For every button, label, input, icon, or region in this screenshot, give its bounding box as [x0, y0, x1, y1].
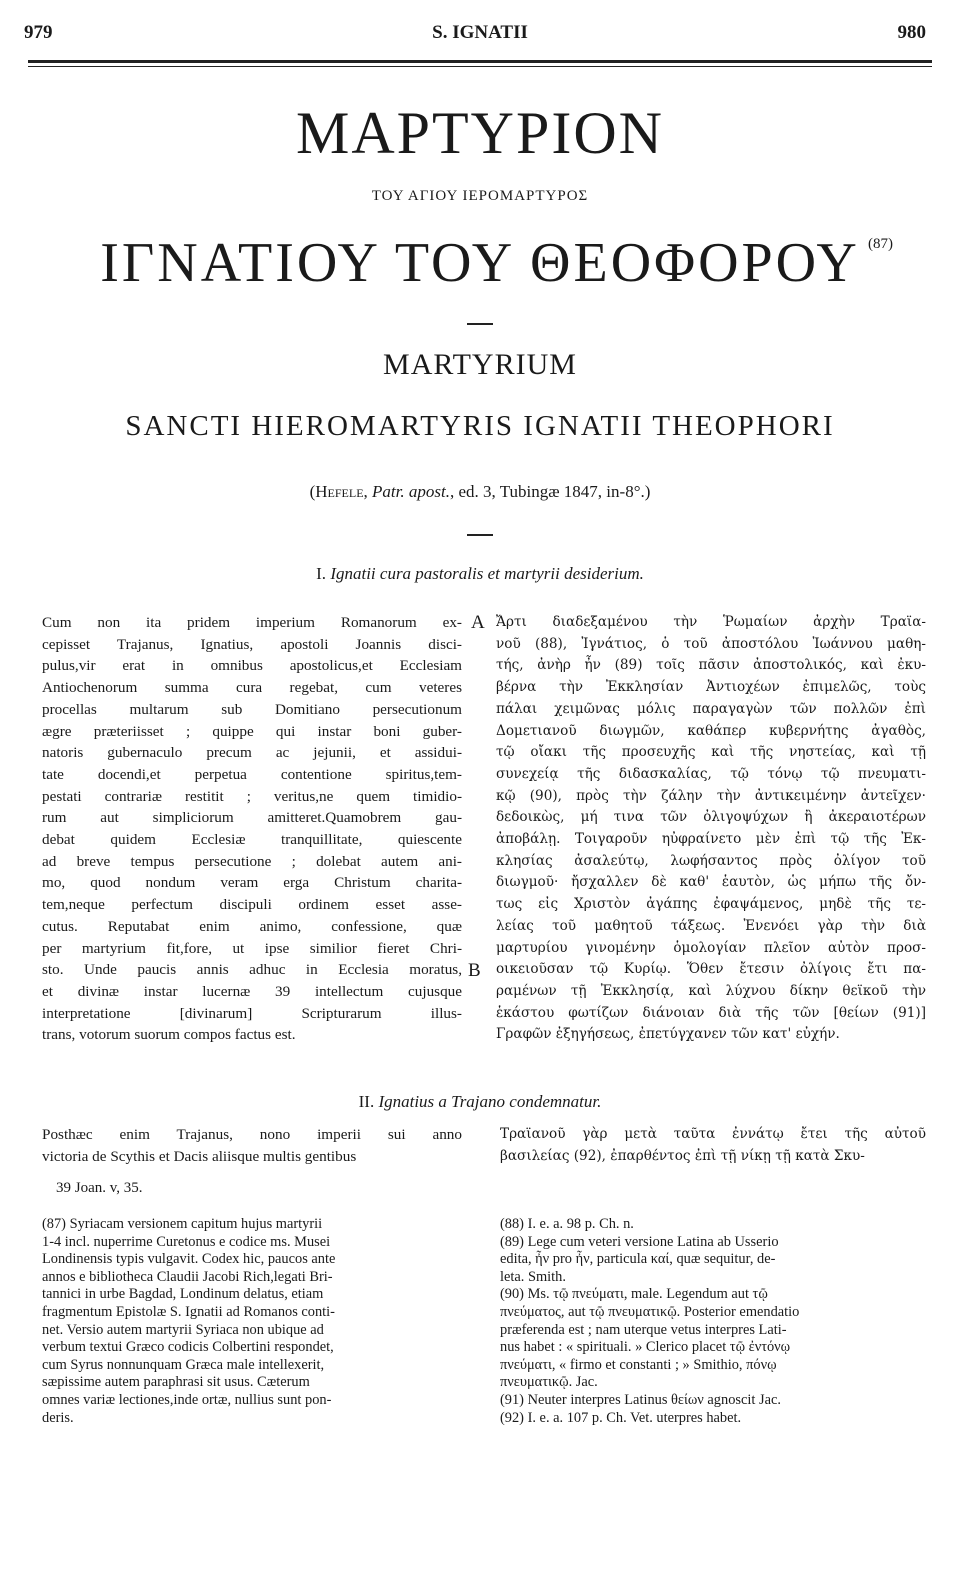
text-line: Cum non ita pridem imperium Romanorum ex- [42, 614, 462, 631]
text-line: rum aut simpliciorum amitteret.Quamobrem gau- [42, 809, 462, 827]
note-line: verbum textui Græco codicis Colbertini respondet, [42, 1339, 334, 1356]
note-line: edita, ἦν pro ἦν, particula καί, quæ sequitur, de- [500, 1251, 776, 1268]
header-rule-thick [28, 60, 932, 63]
notes-left [42, 1216, 462, 1427]
note-line: tannici in urbe Bagdad, Londinum delatus, etiam [42, 1286, 324, 1303]
note-line: (92) I. e. a. 107 p. Ch. Vet. uterpres habet. [500, 1409, 742, 1426]
note-line: (89) Lege cum veteri versione Latina ab Usserio [500, 1233, 779, 1250]
note-line: leta. Smith. [500, 1268, 566, 1285]
text-line: et divinæ instar lucernæ 39 intellectum cujusque [42, 982, 462, 1000]
text-line: Antiochenorum summa cura regebat, cum veteres [42, 679, 462, 697]
text-line: ad breve tempus persecutione ; dolebat autem ani- [42, 852, 462, 870]
text-line: pulus,vir erat in omnibus apostolicus,et Ecclesiam [42, 657, 462, 675]
running-title: S. IGNATII [432, 22, 528, 43]
note-line: 1-4 incl. nuperrime Curetonus e codice ms. Musei [42, 1233, 331, 1250]
text-line: βασιλείας (92), ἐπαρθέντος ἐπὶ τῇ νίκῃ τῇ κατὰ Σκυ- [500, 1147, 865, 1164]
text-line: πάλαι χειμῶνας μόλις παραγαγὼν τῶν πολλῶν ἐπὶ [496, 700, 926, 717]
note-line: præferenda est ; nam uterque vetus interpres Lati- [500, 1321, 787, 1338]
text-line: ραμένων τῇ Ἐκκλησίᾳ, καὶ λύχνου δίκην θεϊκοῦ τὴν [496, 982, 926, 999]
text-line: Γραφῶν ἐξηγήσεως, ἐπετύγχανεν τῶν κατ' εὐχήν. [496, 1026, 840, 1043]
text-line: ἑκάστου φωτίζων διάνοιαν διὰ τῆς τῶν [θείων (91)] [496, 1004, 926, 1021]
text-line: δεδοικὼς, μή τινα τῶν ὀλιγοψύχων ἢ ἀκεραιοτέρων [496, 809, 926, 826]
title-dash [467, 323, 493, 325]
greek-column-2 [500, 1124, 926, 1167]
text-line: μαρτυρίου γινομένην ὁμολογίαν πλεῖον αὐτὸν προσ- [496, 939, 926, 956]
margin-letter-b: B [468, 960, 481, 981]
text-line: interpretatione [divinarum] Scripturarum illus- [42, 1004, 462, 1022]
section-heading-1: I. Ignatii cura pastoralis et martyrii desiderium. [316, 564, 644, 583]
text-line: Δομετιανοῦ διωγμῶν, καθάπερ κυβερνήτης ἀγαθὸς, [496, 722, 926, 739]
note-line: (91) Neuter interpres Latinus θείων agnoscit Jac. [500, 1391, 781, 1408]
note-line: cum Syrus nonnunquam Græca male intellexerit, [42, 1356, 325, 1373]
latin-column-2 [42, 1124, 462, 1167]
citation: (Hefele, Patr. apost., ed. 3, Tubingæ 1847, in-8°.) [309, 482, 651, 501]
greek-column-1 [496, 612, 926, 1046]
citation-dash [467, 534, 493, 536]
greek-name: ΙΓΝΑΤΙΟΥ ΤΟΥ ΘΕΟΦΟΡΟΥ [100, 232, 860, 294]
note-line: (87) Syriacam versionem capitum hujus martyrii [42, 1216, 323, 1232]
footnote-39: 39 Joan. v, 35. [56, 1180, 143, 1196]
text-line: victoria de Scythis et Dacis aliisque multis gentibus [42, 1147, 357, 1165]
note-line: πνεύματι, « firmo et constanti ; » Smithio, πόνῳ [500, 1356, 777, 1373]
text-line: debat quidem Ecclesiæ tranquillitate, quiescente [42, 831, 462, 849]
margin-letter-a: A [471, 612, 485, 633]
note-line: sæpissime autem paraphrasi sit usus. Cæterum [42, 1374, 310, 1391]
note-line: nus habet : « spirituali. » Clerico placet τῷ ἐντόνῳ [500, 1339, 791, 1356]
greek-title: ΜΑΡΤΥΡΙΟΝ [295, 100, 665, 166]
latin-column-1 [42, 612, 462, 1046]
text-line: sto. Unde paucis annis adhuc in Ecclesia moratus, [42, 961, 462, 979]
text-line: trans, votorum suorum compos factus est. [42, 1026, 296, 1044]
note-line: (90) Ms. τῷ πνεύματι, male. Legendum aut τῷ [500, 1286, 768, 1303]
text-line: ἀποβάλῃ. Τοιγαροῦν ηὐφραίνετο μὲν ἐπὶ τῷ τῆς Ἐκ- [496, 831, 926, 848]
note-line: πνεύματος, aut τῷ πνευματικῷ. Posterior emendatio [500, 1303, 800, 1320]
text-line: per martyrium fit,fore, ut ipse similior fieret Chri- [42, 939, 462, 957]
note-line: (88) I. e. a. 98 p. Ch. n. [500, 1216, 634, 1232]
text-line: βέρνα τὴν Ἐκκλησίαν Ἀντιοχέων ἐπιμελῶς, τοὺς [496, 679, 926, 696]
text-line: cepisset Trajanus, Ignatius, apostoli Joannis disci- [42, 635, 462, 653]
text-line: tem,neque perfectum discipuli ordinem esset asse- [42, 896, 462, 914]
text-line: tate docendi,et perpetua contentione spiritus,tem- [42, 765, 462, 783]
notes-right [500, 1216, 926, 1427]
note-line: annos e bibliotheca Claudii Jacobi Rich,legati Bri- [42, 1268, 333, 1285]
note-line: fragmentum Epistolæ S. Ignatii ad Romanos conti- [42, 1303, 335, 1320]
latin-title: MARTYRIUM [383, 348, 577, 381]
text-line: cutus. Reputabat enim animo, confessione, quæ [42, 917, 462, 935]
header-rule-thin [28, 66, 932, 67]
text-line: συνεχείᾳ τῆς διδασκαλίας, τῷ τόνῳ τῷ πνευματι- [496, 765, 926, 782]
page-number-left: 979 [24, 22, 53, 43]
section-heading-2: II. Ignatius a Trajano condemnatur. [358, 1092, 602, 1111]
text-line: mo, quod nondum veram erga Christum charita- [42, 874, 462, 892]
text-line: Ἄρτι διαδεξαμένου τὴν Ῥωμαίων ἀρχὴν Τραϊα- [496, 614, 926, 630]
text-line: procellas multarum sub Domitiano persecutionum [42, 700, 462, 718]
text-line: τῷ οἴακι τῆς προσευχῆς καὶ τῆς νηστείας, καὶ τῇ [496, 744, 926, 761]
text-line: τής, ἀνὴρ ἦν (89) τοῖς πᾶσιν ἀποστολικός, καὶ ἐκυ- [496, 657, 926, 674]
text-line: Posthæc enim Trajanus, nono imperii sui anno [42, 1126, 462, 1143]
text-line: διωγμοῦ· ἤσχαλλεν δὲ καθ' ἑαυτὸν, ὡς μήπω τῆς ὄν- [496, 874, 926, 891]
text-line: κλησίας ἀσαλεύτῳ, λωφήσαντος πρὸς ὀλίγον τοῦ [496, 852, 926, 869]
text-line: νοῦ (88), Ἰγνάτιος, ὁ τοῦ ἀποστόλου Ἰωάννου μαθη- [496, 635, 926, 652]
greek-subtitle: ΤΟΥ ΑΓΙΟΥ ΙΕΡΟΜΑΡΤΥΡΟΣ [371, 188, 589, 204]
text-line: οικειοῦσαν τῷ Κυρίῳ. Ὅθεν ἔτεσιν ὀλίγοις ἔτι πα- [496, 961, 926, 978]
note-line: πνευματικῷ. Jac. [500, 1374, 598, 1391]
text-line: λείας τοῦ μαθητοῦ τάξεως. Ἐνενόει γὰρ τὴν διὰ [496, 917, 926, 934]
text-line: Τραϊανοῦ γὰρ μετὰ ταῦτα ἐννάτῳ ἔτει τῆς αὐτοῦ [500, 1126, 926, 1142]
title-note-ref: (87) [868, 236, 893, 252]
note-line: omnes variæ lectiones,inde ortæ, nullius sunt pon- [42, 1391, 332, 1408]
text-line: τως εἰς Χριστὸν ἀγάπης ἐφαψάμενος, μηδὲ τῆς τε- [496, 896, 926, 913]
text-line: ægre præteriisset ; quippe qui instar boni guber- [42, 722, 462, 740]
text-line: natoris gubernaculo precum ac jejunii, et assidui- [42, 744, 462, 762]
note-line: Londinensis typis vulgavit. Codex hic, paucos ante [42, 1251, 336, 1268]
page-number-right: 980 [897, 22, 926, 43]
text-line: κῷ (90), πρὸς τὴν ζάλην τὴν ἀντικειμένην ἀντεῖχεν· [496, 787, 926, 804]
text-line: pestati contrariæ restitit ; veritus,ne quem timidio- [42, 787, 462, 805]
note-line: deris. [42, 1409, 74, 1426]
latin-subtitle: SANCTI HIEROMARTYRIS IGNATII THEOPHORI [125, 410, 835, 442]
note-line: net. Versio autem martyrii Syriaca non ubique ad [42, 1321, 324, 1338]
